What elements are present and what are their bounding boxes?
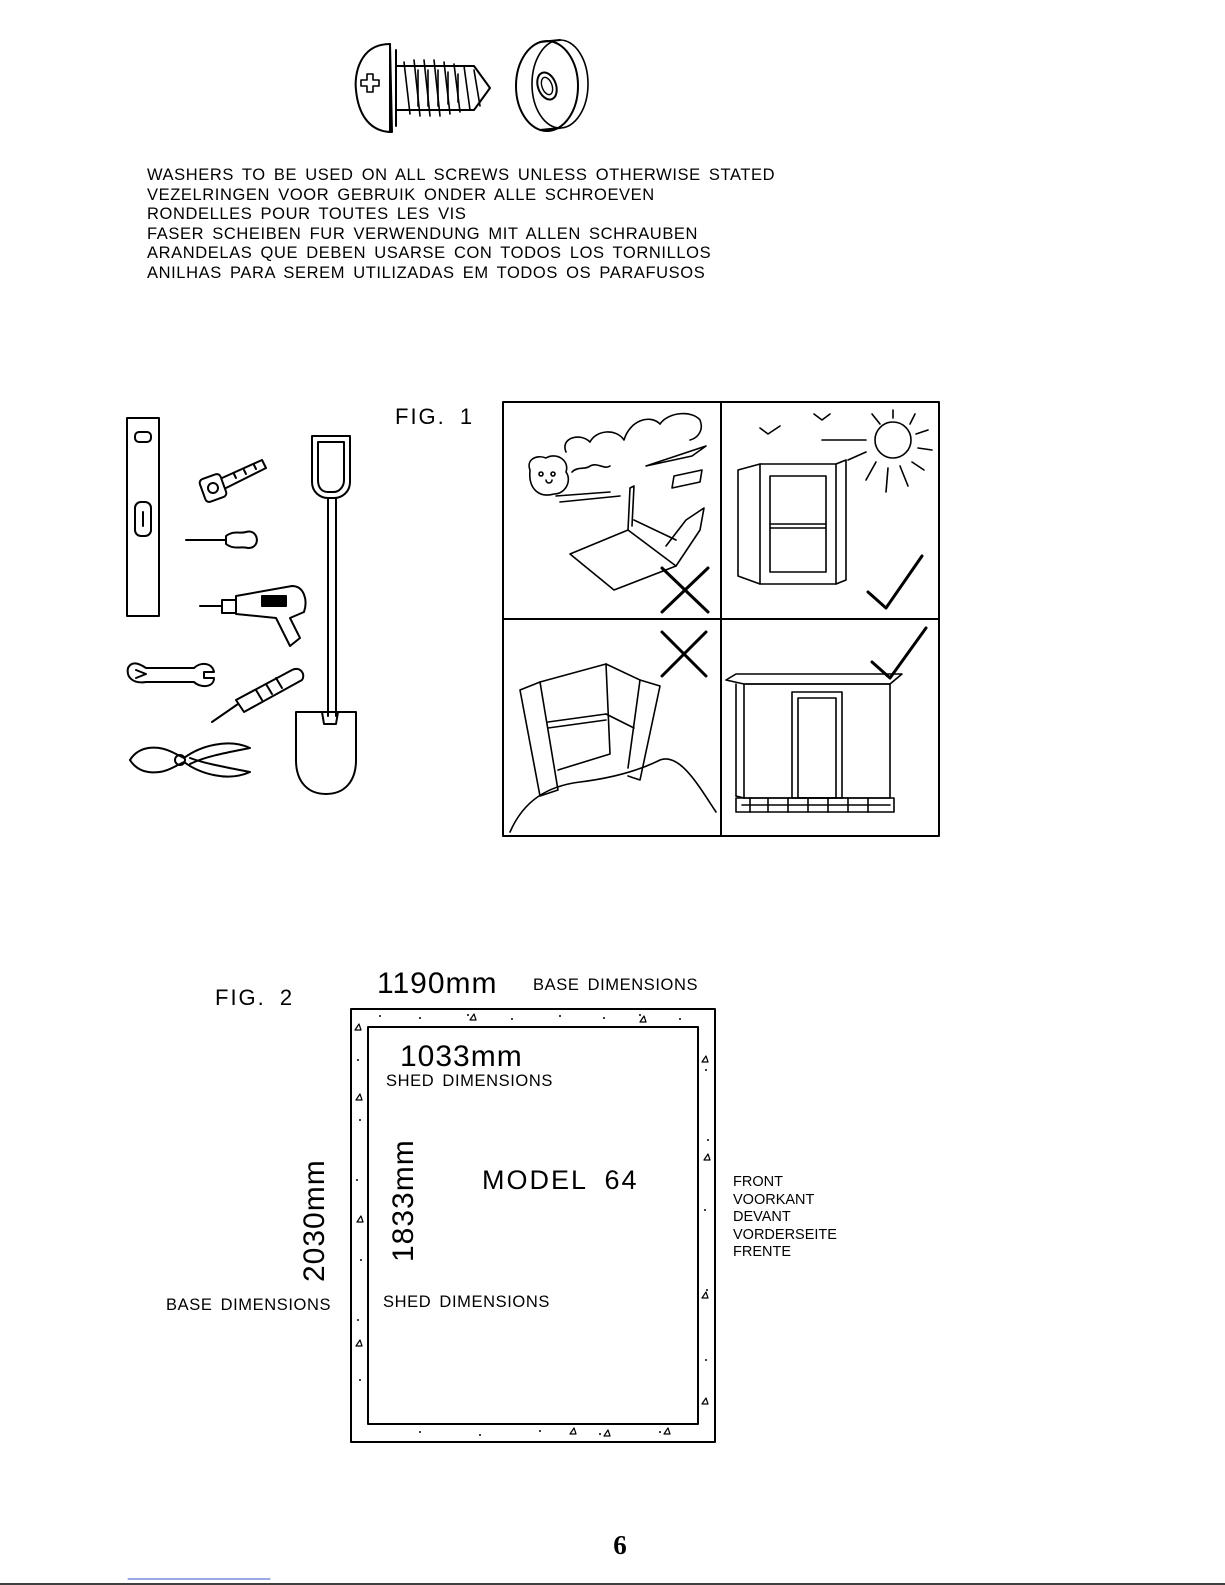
screwdriver-icon [212, 669, 303, 722]
washer-note-es: ARANDELAS QUE DEBEN USARSE CON TODOS LOS TORNILLOS [147, 244, 712, 262]
front-label-en: FRONT [733, 1174, 783, 1190]
windy-site-panel [529, 414, 706, 590]
page-number: 6 [613, 1530, 627, 1560]
front-label-fr: DEVANT [733, 1209, 791, 1225]
washer-note-en: WASHERS TO BE USED ON ALL SCREWS UNLESS OTHERWISE STATED [147, 166, 776, 184]
washer-note-pt: ANILHAS PARA SEREM UTILIZADAS EM TODOS OS PARAFUSOS [147, 263, 706, 282]
bradawl-icon [186, 531, 257, 548]
fig1-label: FIG. 1 [395, 404, 475, 429]
spirit-level-icon [127, 418, 159, 616]
front-label-nl: VOORKANT [733, 1191, 815, 1208]
washer-note-nl: VEZELRINGEN VOOR GEBRUIK ONDER ALLE SCHROEVEN [147, 185, 655, 204]
shed-width-value: 1033mm [400, 1040, 523, 1073]
front-label-es: FRENTE [733, 1244, 791, 1260]
fig1-site-selection-grid [503, 402, 939, 836]
cross-icon [662, 632, 706, 676]
tape-measure-icon [199, 460, 266, 503]
shed-depth-value: 1833mm [387, 1139, 420, 1262]
front-labels [733, 1174, 837, 1262]
base-depth-value: 2030mm [298, 1159, 331, 1282]
tick-icon [872, 628, 926, 678]
drill-icon [200, 586, 306, 646]
base-depth-caption: BASE DIMENSIONS [166, 1296, 332, 1314]
shed-width-caption: SHED DIMENSIONS [386, 1072, 553, 1090]
cross-icon [662, 568, 708, 612]
pliers-icon [130, 743, 250, 776]
model-label: MODEL 64 [482, 1165, 639, 1195]
spanner-icon [128, 663, 214, 686]
washer-note-fr: RONDELLES POUR TOUTES LES VIS [147, 205, 467, 223]
screw-icon [356, 44, 490, 132]
spade-icon [296, 436, 356, 794]
tick-icon [868, 556, 922, 608]
front-label-de: VORDERSEITE [733, 1226, 837, 1243]
washer-icon [516, 40, 588, 131]
base-width-caption: BASE DIMENSIONS [533, 976, 699, 994]
sloped-site-panel [510, 664, 716, 832]
base-width-value: 1190mm [377, 967, 498, 1000]
shed-depth-caption: SHED DIMENSIONS [383, 1293, 550, 1311]
washer-instructions [147, 166, 775, 283]
level-base-panel [726, 674, 902, 812]
fig2-label: FIG. 2 [215, 985, 295, 1010]
sunny-site-panel [738, 410, 932, 584]
washer-note-de: FASER SCHEIBEN FUR VERWENDUNG MIT ALLEN SCHRAUBEN [147, 224, 699, 243]
